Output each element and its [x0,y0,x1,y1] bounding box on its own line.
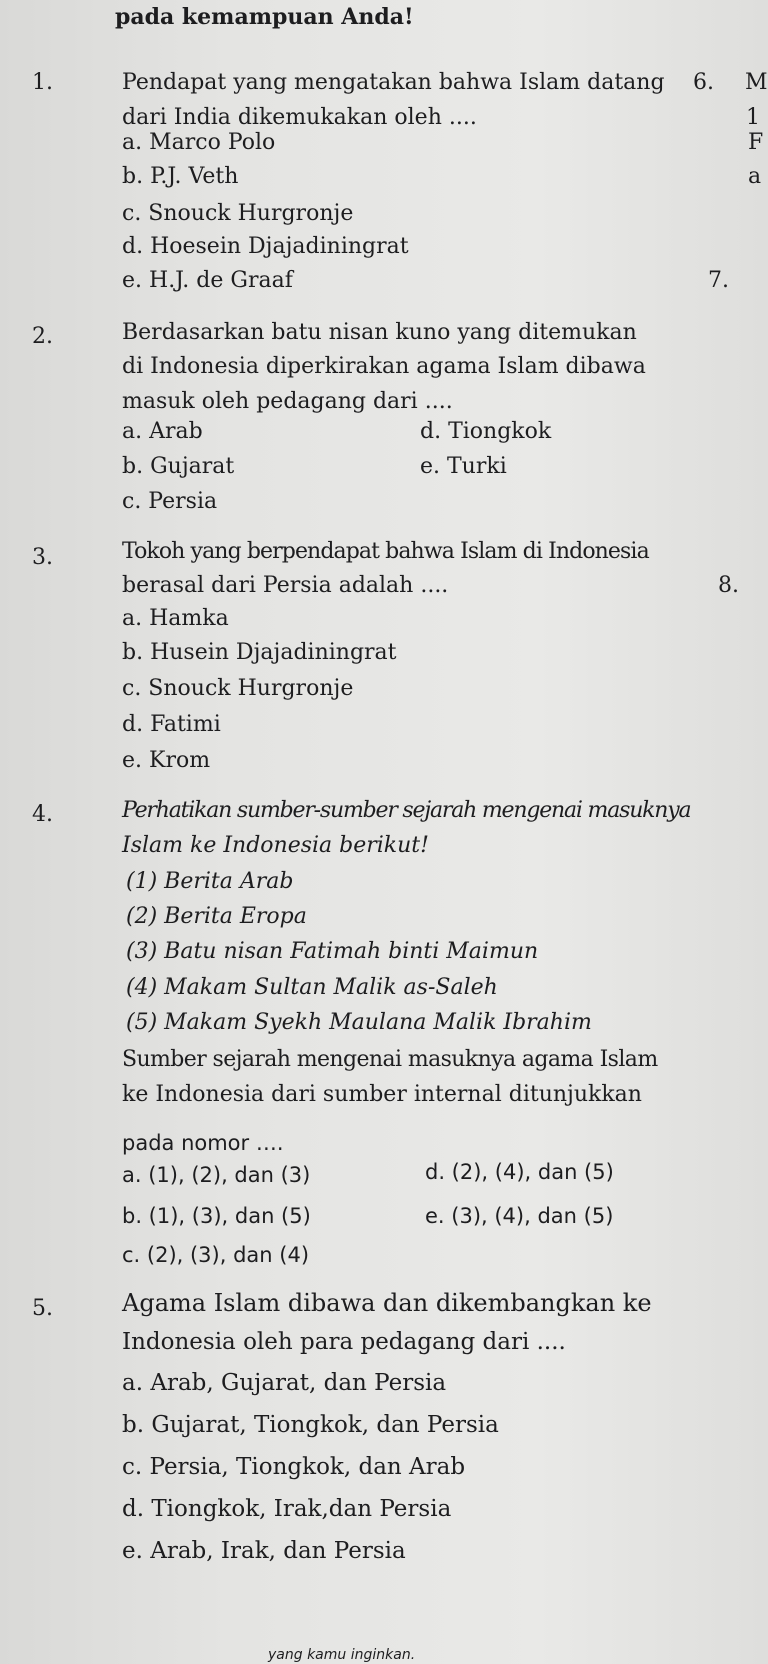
question-1-text-line-1: Pendapat yang mengatakan bahwa Islam datang [122,70,665,95]
question-4-source-item: (3) Batu nisan Fatimah binti Maimun [126,939,539,964]
question-4-text-line-5: pada nomor …. [122,1131,284,1155]
question-3-option: c. Snouck Hurgronje [122,676,354,701]
question-3-option: a. Hamka [122,606,229,631]
margin-fragment: F [748,130,764,155]
question-5-option: d. Tiongkok, Irak,dan Persia [122,1496,452,1522]
question-4-source-item: (5) Makam Syekh Maulana Malik Ibrahim [126,1010,592,1035]
question-3-option: e. Krom [122,748,211,773]
question-2-option: e. Turki [420,454,507,479]
question-2-text-line-3: masuk oleh pedagang dari .... [122,389,453,414]
question-2-option: d. Tiongkok [420,419,552,444]
question-3-text-line-1: Tokoh yang berpendapat bahwa Islam di Indonesia [122,539,649,564]
question-4-text-line-2: Islam ke Indonesia berikut! [122,833,429,858]
question-1-option: b. P.J. Veth [122,164,239,189]
question-1-text-line-2: dari India dikemukakan oleh .... [122,105,477,130]
footer-text: yang kamu inginkan. [268,1647,416,1663]
question-3-option: b. Husein Djajadiningrat [122,640,397,665]
margin-fragment: a [748,164,762,189]
question-2-text-line-2: di Indonesia diperkirakan agama Islam dibawa [122,354,646,379]
question-5-option: b. Gujarat, Tiongkok, dan Persia [122,1412,499,1438]
question-6-fragment: M [745,70,768,95]
question-8-number: 8. [718,573,739,598]
question-4-text-line-3: Sumber sejarah mengenai masuknya agama Islam [122,1047,658,1072]
question-2-text-line-1: Berdasarkan batu nisan kuno yang ditemukan [122,320,637,345]
question-3-text-line-2: berasal dari Persia adalah .... [122,573,449,598]
question-2-option: a. Arab [122,419,203,444]
question-5-option: a. Arab, Gujarat, dan Persia [122,1370,447,1396]
question-4-source-item: (2) Berita Eropa [126,904,307,929]
question-1-option: c. Snouck Hurgronje [122,201,354,226]
question-3-number: 3. [32,545,53,570]
margin-fragment: 1 [746,105,760,130]
question-1-option: a. Marco Polo [122,130,276,155]
question-5-text-line-1: Agama Islam dibawa dan dikembangkan ke [122,1289,652,1317]
question-5-option: c. Persia, Tiongkok, dan Arab [122,1454,466,1480]
question-2-option: c. Persia [122,489,218,514]
question-6-number: 6. [693,70,714,95]
question-1-number: 1. [32,70,53,95]
question-5-text-line-2: Indonesia oleh para pedagang dari .... [122,1329,566,1355]
question-1-option: d. Hoesein Djajadiningrat [122,234,409,259]
question-4-text-line-1: Perhatikan sumber-sumber sejarah mengenai masuknya [122,798,691,823]
question-3-option: d. Fatimi [122,712,221,737]
question-4-option: e. (3), (4), dan (5) [425,1204,614,1228]
question-4-option: d. (2), (4), dan (5) [425,1160,614,1184]
question-5-number: 5. [32,1296,53,1321]
question-2-number: 2. [32,324,53,349]
question-4-number: 4. [32,802,53,827]
question-5-option: e. Arab, Irak, dan Persia [122,1538,406,1564]
question-4-option: b. (1), (3), dan (5) [122,1204,311,1228]
question-4-source-item: (1) Berita Arab [126,869,294,894]
page-header: pada kemampuan Anda! [115,4,414,30]
question-4-option: c. (2), (3), dan (4) [122,1243,310,1267]
question-7-number: 7. [708,268,729,293]
question-2-option: b. Gujarat [122,454,235,479]
question-4-text-line-4: ke Indonesia dari sumber internal ditunjukkan [122,1082,642,1107]
question-1-option: e. H.J. de Graaf [122,268,293,293]
question-4-option: a. (1), (2), dan (3) [122,1163,311,1187]
question-4-source-item: (4) Makam Sultan Malik as-Saleh [126,975,498,1000]
